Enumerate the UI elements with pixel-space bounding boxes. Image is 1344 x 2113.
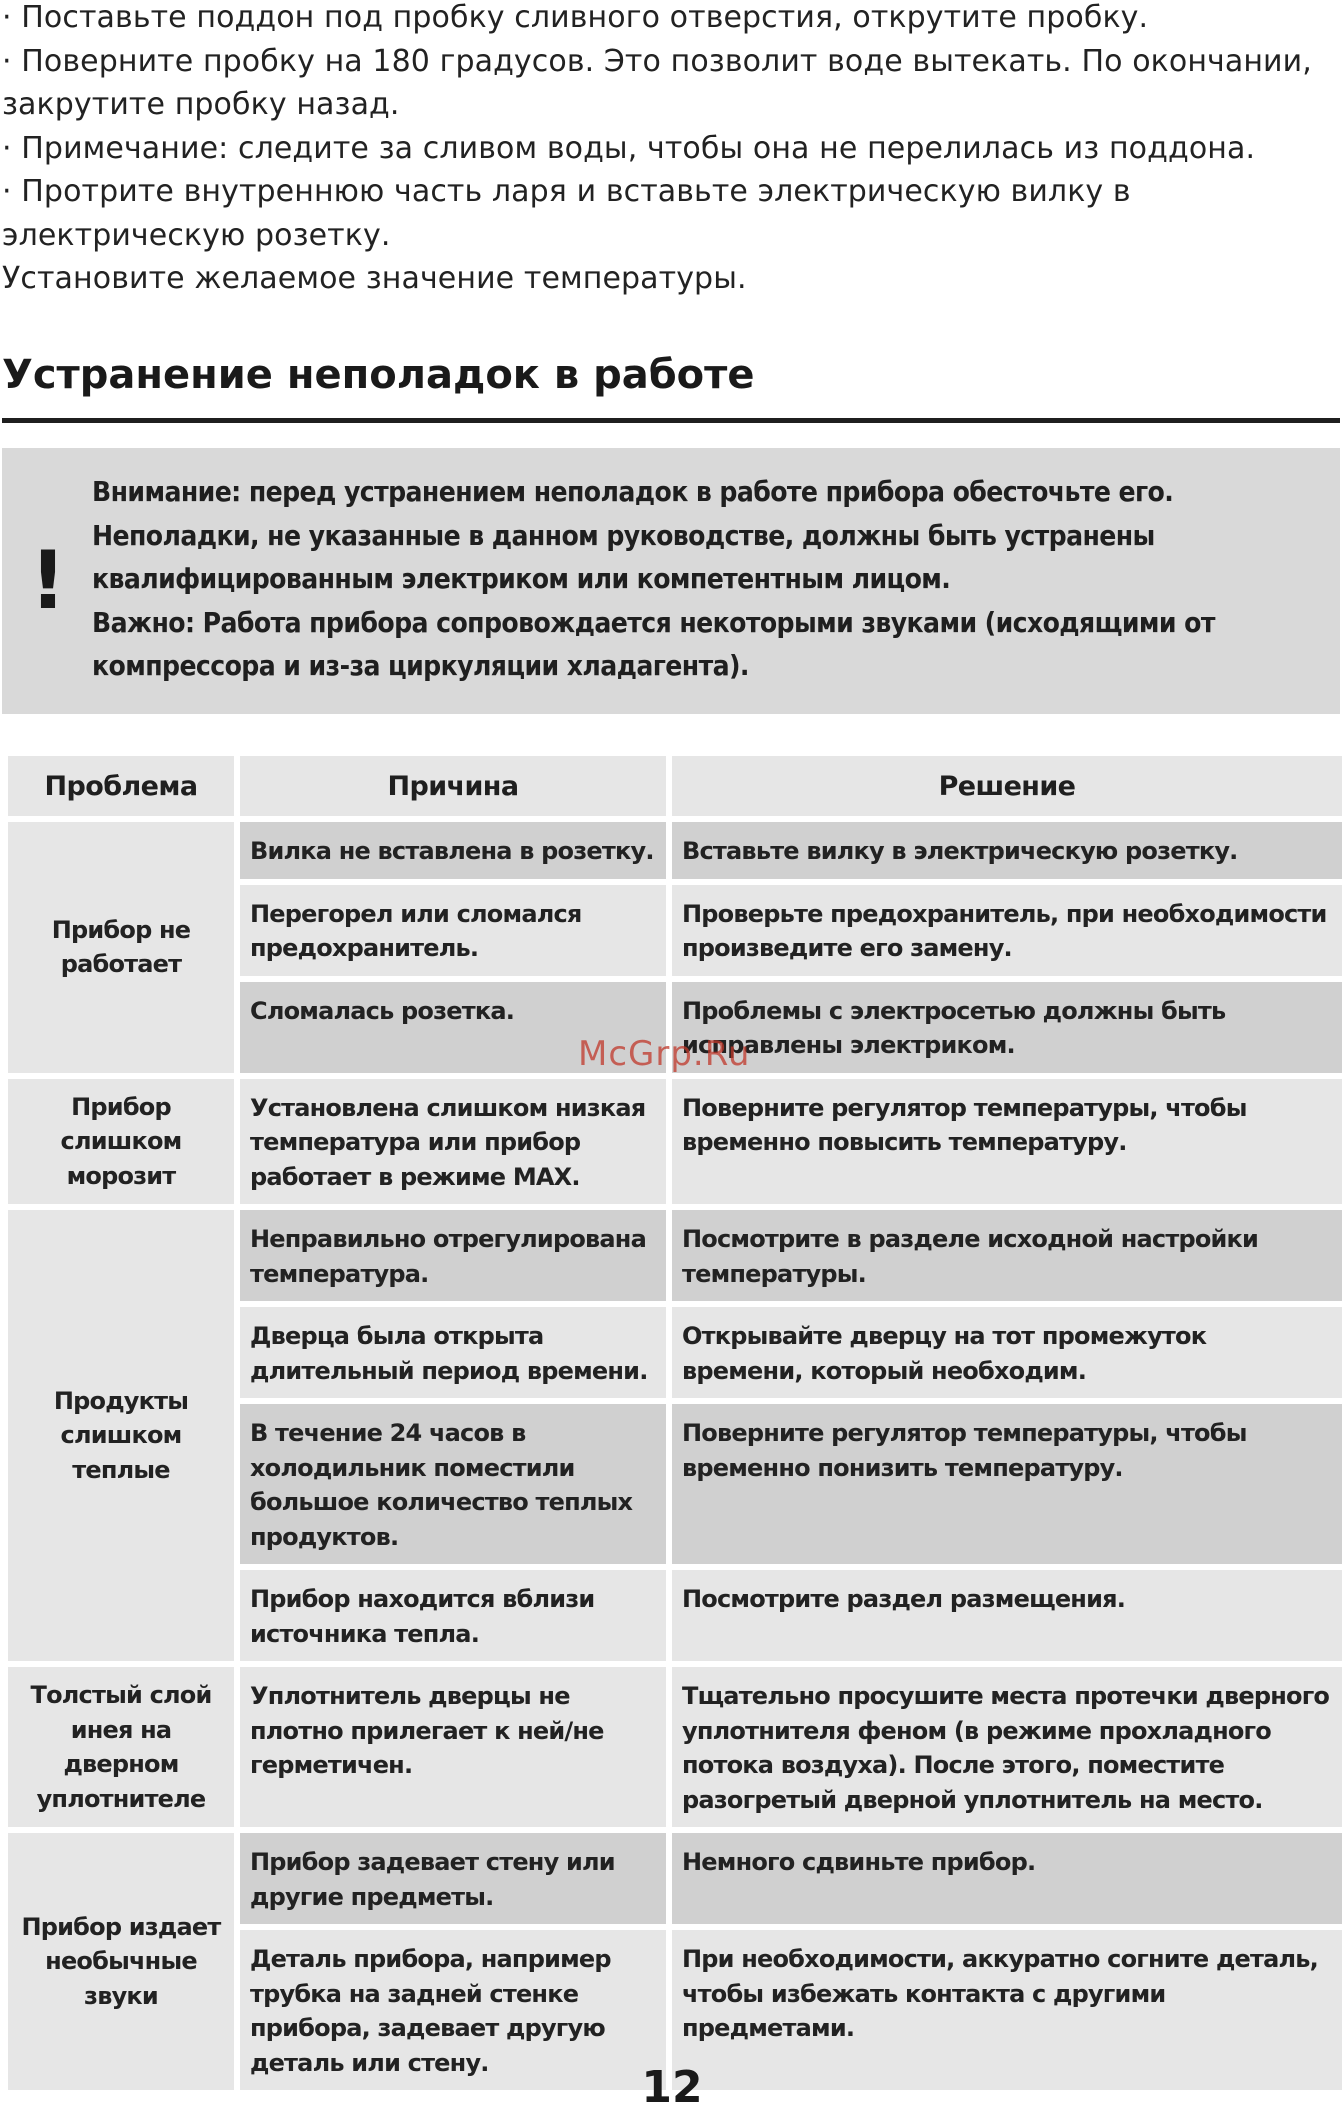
header-cause: Причина [240,756,666,816]
problem-cell: Продукты слишком теплые [8,1210,234,1661]
header-solution: Решение [672,756,1342,816]
warning-text [92,470,1338,688]
cause-cell: Вилка не вставлена в розетку. [240,822,666,879]
cause-cell: Сломалась розетка. [240,982,666,1073]
solution-cell: Посмотрите раздел размещения. [672,1570,1342,1661]
warning-important: Важно: Работа прибора сопровождается некоторыми звуками (исходящими от компрессора и из-за циркуляции хладагента). [92,605,1215,682]
cause-cell: Установлена слишком низкая температура или прибор работает в режиме МАХ. [240,1079,666,1205]
cause-cell: Перегорел или сломался предохранитель. [240,885,666,976]
section-title: Устранение неполадок в работе [2,352,755,398]
solution-cell: Поверните регулятор температуры, чтобы временно понизить температуру. [672,1404,1342,1564]
table-header-row [8,756,1342,816]
instruction-line: · Поверните пробку на 180 градусов. Это позволит воде вытекать. По окончании, закрутите пробку назад. [2,43,1312,122]
solution-cell: Немного сдвиньте прибор. [672,1833,1342,1924]
solution-cell: Проверьте предохранитель, при необходимости произведите его замену. [672,885,1342,976]
cause-cell: Прибор задевает стену или другие предметы. [240,1833,666,1924]
solution-cell: Тщательно просушите места протечки дверного уплотнителя феном (в режиме прохладного потока воздуха). После этого, поместите разогретый дверной уплотнитель на место. [672,1667,1342,1827]
cause-cell: Неправильно отрегулирована температура. [240,1210,666,1301]
header-problem: Проблема [8,756,234,816]
table-row [8,822,1342,879]
cause-cell: В течение 24 часов в холодильник поместили большое количество теплых продуктов. [240,1404,666,1564]
troubleshooting-table [2,750,1344,2096]
solution-cell: Вставьте вилку в электрическую розетку. [672,822,1342,879]
instruction-line: · Протрите внутреннюю часть ларя и вставьте электрическую вилку в электрическую розетку. [2,174,1131,253]
watermark: McGrp.Ru [578,1034,751,1074]
cause-cell: Прибор находится вблизи источника тепла. [240,1570,666,1661]
instruction-line: Установите желаемое значение температуры. [2,261,747,296]
table-row [8,1833,1342,1924]
cause-cell: Деталь прибора, например трубка на задней стенке прибора, задевает другую деталь или стену. [240,1930,666,2090]
solution-cell: Открывайте дверцу на тот промежуток времени, который необходим. [672,1307,1342,1398]
instructions-text [2,0,1342,301]
exclamation-icon: ! [29,534,67,627]
table-row [8,1667,1342,1827]
table-row [8,1079,1342,1205]
problem-cell: Толстый слой инея на дверном уплотнителе [8,1667,234,1827]
problem-cell: Прибор издает необычные звуки [8,1833,234,2090]
solution-cell: При необходимости, аккуратно согните деталь, чтобы избежать контакта с другими предметами. [672,1930,1342,2090]
page-number: 12 [641,2062,703,2113]
table-row [8,1210,1342,1301]
instruction-line: · Поставьте поддон под пробку сливного отверстия, открутите пробку. [2,0,1149,35]
problem-cell: Прибор слишком морозит [8,1079,234,1205]
solution-cell: Поверните регулятор температуры, чтобы временно повысить температуру. [672,1079,1342,1205]
section-divider [2,418,1340,423]
problem-cell: Прибор не работает [8,822,234,1073]
solution-cell: Посмотрите в разделе исходной настройки температуры. [672,1210,1342,1301]
instruction-line: · Примечание: следите за сливом воды, чтобы она не перелилась из поддона. [2,130,1256,166]
cause-cell: Уплотнитель дверцы не плотно прилегает к ней/не герметичен. [240,1667,666,1827]
solution-cell: Проблемы с электросетью должны быть исправлены электриком. [672,982,1342,1073]
warning-attention: Внимание: перед устранением неполадок в работе прибора обесточьте его. Неполадки, не указанные в данном руководстве, должны быть устранены квалифицированным электриком или компетентным лицом. [92,475,1174,595]
cause-cell: Дверца была открыта длительный период времени. [240,1307,666,1398]
